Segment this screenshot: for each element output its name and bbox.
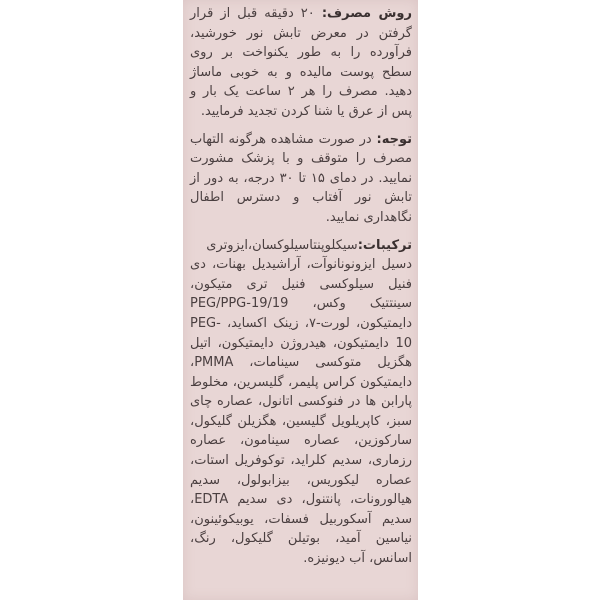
usage-heading: روش مصرف: [321,6,412,21]
caution-heading: توجه: [376,131,412,147]
ingredients-heading: ترکیبات: [357,237,412,253]
caution-body: در صورت مشاهده هرگونه التهاب مصرف را متوقف و با پزشک مشورت نمایید. در دمای ۱۵ تا ۳۰ درجه، به دور از تابش نور آفتاب و دسترس اطفال نگاهداری نمایید. [190,131,413,225]
ingredients-body: سیکلوپنتاسیلوکسان،ایزوتری دسیل ایزونونانوآت، آراشیدیل بهنات، دی فنیل سیلوکسی فنیل تری متیکون، سینتتیک وکس، PEG/PPG-19/19 دایمتیکون، لورت-۷، زینک اکساید، PEG-10 دایمتیکون، هیدروژن دایمتیکون، اتیل هگزیل متوکسی سینامات، PMMA، دایمتیکون کراس پلیمر، گلیسرین، مخلوط پارابن ها در فنوکسی اتانول، عصاره چای سبز، کاپریلویل گلیسین، هگزیلن گلیکول، سارکوزین، عصاره سینامون، عصاره رزماری، سدیم کلراید، توکوفریل استات، عصاره لیکوریس، بیزابولول، سدیم هیالورونات، پانتنول، دی سدیم EDTA، سدیم آسکوربیل فسفات، یوبیکوئینون، نیاسین آمید، بوتیلن گلیکول، رنگ، اسانس، آب دیونیزه. [190,237,412,567]
caution-paragraph [190,130,412,228]
label-text [190,4,412,577]
ingredients-paragraph [190,236,412,569]
usage-body: ۲۰ دقیقه قبل از قرار گرفتن در معرض تابش نور خورشید، فرآورده را به طور یکنواخت بر روی سطح پوست مالیده و به خوبی ماساژ دهید. مصرف را هر ۲ ساعت یک بار و پس از عرق یا شنا کردن تجدید فرمایید. [190,6,413,119]
usage-paragraph [190,4,412,122]
